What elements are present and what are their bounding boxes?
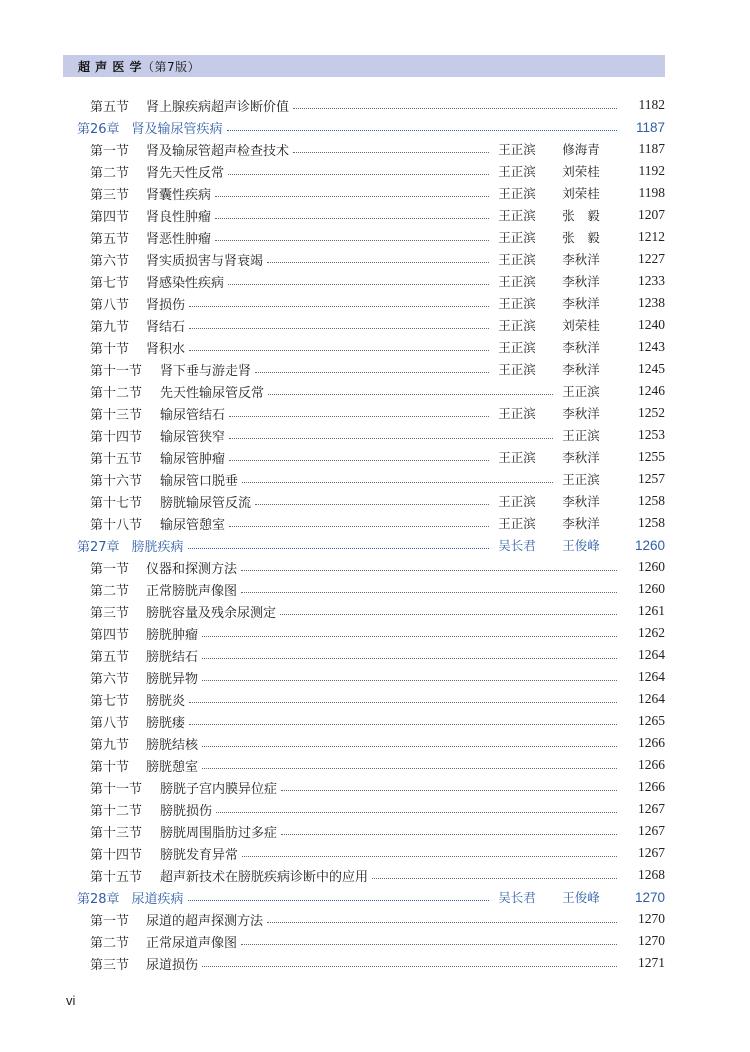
section-number: 第一节: [90, 913, 130, 929]
toc-section-row[interactable]: [90, 820, 665, 842]
page-number: 1227: [638, 251, 665, 266]
section-title: 输尿管结石: [160, 407, 226, 423]
toc-section-row[interactable]: [90, 446, 665, 468]
section-number: 第五节: [90, 649, 130, 665]
section-number: 第十五节: [90, 451, 143, 467]
section-number: 第七节: [90, 693, 130, 709]
section-title: 正常尿道声像图: [146, 935, 238, 951]
page-number: 1261: [638, 603, 665, 618]
section-title: 膀胱瘘: [146, 715, 186, 731]
authors: [493, 184, 605, 202]
page-number: 1260: [638, 581, 665, 596]
dot-leader: [281, 834, 617, 835]
section-number: 第十一节: [90, 363, 143, 379]
toc-section-row[interactable]: [90, 622, 665, 644]
page-number: 1212: [638, 229, 665, 244]
toc-section-row[interactable]: [90, 688, 665, 710]
page-number: 1192: [638, 163, 665, 178]
section-title: 膀胱结核: [146, 737, 199, 753]
toc-chapter-row[interactable]: [77, 534, 665, 556]
toc-section-row[interactable]: [90, 226, 665, 248]
authors: [493, 448, 605, 466]
section-title: 膀胱周围脂肪过多症: [160, 825, 278, 841]
author-name: 吴长君: [498, 538, 536, 553]
toc-section-row[interactable]: [90, 798, 665, 820]
chapter-title: 膀胱疾病: [131, 539, 184, 555]
toc-section-row[interactable]: [90, 358, 665, 380]
section-number: 第十三节: [90, 407, 143, 423]
page-number: 1246: [638, 383, 665, 398]
author-name: 刘荣桂: [562, 186, 600, 201]
section-title: 仪器和探测方法: [146, 561, 238, 577]
page-number: 1266: [638, 735, 665, 750]
dot-leader: [188, 548, 489, 549]
section-title: 膀胱憩室: [146, 759, 199, 775]
author-name: 王正滨: [498, 142, 536, 157]
page-number: 1198: [638, 185, 665, 200]
dot-leader: [255, 504, 489, 505]
dot-leader: [228, 174, 489, 175]
author-name: 修海青: [562, 142, 600, 157]
author-name: 李秋洋: [562, 406, 600, 421]
section-title: 输尿管狭窄: [160, 429, 226, 445]
dot-leader: [202, 746, 617, 747]
section-title: 先天性输尿管反常: [160, 385, 265, 401]
section-title: 膀胱发育异常: [160, 847, 239, 863]
toc-section-row[interactable]: [90, 864, 665, 886]
author-name: 王正滨: [498, 340, 536, 355]
dot-leader: [281, 790, 617, 791]
section-number: 第一节: [90, 561, 130, 577]
section-number: 第十二节: [90, 385, 143, 401]
author-name: 李秋洋: [562, 340, 600, 355]
page-number: 1260: [634, 537, 665, 553]
toc-section-row[interactable]: [90, 248, 665, 270]
authors: [493, 536, 605, 554]
section-title: 肾感染性疾病: [146, 275, 225, 291]
dot-leader: [202, 768, 617, 769]
page-number: 1245: [638, 361, 665, 376]
authors: [493, 492, 605, 510]
dot-leader: [229, 526, 489, 527]
author-name: 王正滨: [498, 362, 536, 377]
dot-leader: [229, 438, 553, 439]
dot-leader: [215, 240, 489, 241]
authors: [493, 316, 605, 334]
page-number: 1260: [638, 559, 665, 574]
page-number: 1270: [634, 889, 665, 905]
toc-section-row[interactable]: [90, 490, 665, 512]
authors: [493, 272, 605, 290]
dot-leader: [188, 900, 489, 901]
author-name: 张 毅: [562, 230, 600, 245]
running-header: [78, 58, 200, 75]
dot-leader: [241, 944, 617, 945]
dot-leader: [242, 856, 617, 857]
author-name: 王正滨: [498, 318, 536, 333]
dot-leader: [216, 812, 617, 813]
dot-leader: [189, 328, 489, 329]
dot-leader: [202, 680, 617, 681]
section-number: 第二节: [90, 935, 130, 951]
toc-section-row[interactable]: [90, 952, 665, 974]
page-number: 1264: [638, 647, 665, 662]
section-title: 膀胱输尿管反流: [160, 495, 252, 511]
section-title: 肾及输尿管超声检查技术: [146, 143, 290, 159]
dot-leader: [241, 592, 617, 593]
chapter-title: 尿道疾病: [131, 891, 184, 907]
author-name: 李秋洋: [562, 274, 600, 289]
toc-section-row[interactable]: [90, 204, 665, 226]
authors: [493, 228, 605, 246]
section-title: 膀胱损伤: [160, 803, 213, 819]
section-number: 第十三节: [90, 825, 143, 841]
section-title: 肾囊性疾病: [146, 187, 212, 203]
section-number: 第三节: [90, 605, 130, 621]
page-number: 1267: [638, 801, 665, 816]
page-number: 1233: [638, 273, 665, 288]
section-number: 第十一节: [90, 781, 143, 797]
authors: [493, 404, 605, 422]
section-number: 第十七节: [90, 495, 143, 511]
book-title: 超 声 医 学: [78, 60, 143, 74]
dot-leader: [215, 196, 489, 197]
dot-leader: [242, 482, 553, 483]
author-name: 王俊峰: [562, 890, 600, 905]
section-number: 第十节: [90, 759, 130, 775]
toc-section-row[interactable]: [90, 732, 665, 754]
toc-section-row[interactable]: [90, 512, 665, 534]
toc-section-row[interactable]: [90, 94, 665, 116]
page-number: 1207: [638, 207, 665, 222]
dot-leader: [228, 284, 489, 285]
author-name: 李秋洋: [562, 296, 600, 311]
authors: [493, 338, 605, 356]
section-number: 第十六节: [90, 473, 143, 489]
dot-leader: [215, 218, 489, 219]
toc-section-row[interactable]: [90, 160, 665, 182]
section-title: 超声新技术在膀胱疾病诊断中的应用: [160, 869, 369, 885]
author-name: 刘荣桂: [562, 318, 600, 333]
page-number: 1264: [638, 669, 665, 684]
authors: [557, 426, 605, 444]
author-name: 王正滨: [498, 274, 536, 289]
page-number: 1243: [638, 339, 665, 354]
section-title: 膀胱结石: [146, 649, 199, 665]
section-number: 第四节: [90, 209, 130, 225]
toc-section-row[interactable]: [90, 578, 665, 600]
toc-section-row[interactable]: [90, 292, 665, 314]
section-title: 输尿管肿瘤: [160, 451, 226, 467]
dot-leader: [267, 262, 489, 263]
edition-label: （第7版）: [142, 60, 201, 74]
section-number: 第十四节: [90, 847, 143, 863]
authors: [493, 360, 605, 378]
author-name: 张 毅: [562, 208, 600, 223]
dot-leader: [227, 130, 617, 131]
section-title: 尿道损伤: [146, 957, 199, 973]
page-number: 1270: [638, 933, 665, 948]
section-number: 第十四节: [90, 429, 143, 445]
section-number: 第五节: [90, 231, 130, 247]
page-number: 1268: [638, 867, 665, 882]
toc-section-row[interactable]: [90, 138, 665, 160]
section-number: 第五节: [90, 99, 130, 115]
section-title: 肾上腺疾病超声诊断价值: [146, 99, 290, 115]
dot-leader: [189, 350, 489, 351]
toc-section-row[interactable]: [90, 556, 665, 578]
toc-section-row[interactable]: [90, 182, 665, 204]
toc-chapter-row[interactable]: [77, 886, 665, 908]
toc-section-row[interactable]: [90, 402, 665, 424]
dot-leader: [293, 152, 489, 153]
page-number: 1238: [638, 295, 665, 310]
section-number: 第一节: [90, 143, 130, 159]
section-title: 肾实质损害与肾衰竭: [146, 253, 264, 269]
section-number: 第六节: [90, 253, 130, 269]
dot-leader: [202, 658, 617, 659]
author-name: 李秋洋: [562, 494, 600, 509]
toc-section-row[interactable]: [90, 380, 665, 402]
section-title: 肾损伤: [146, 297, 186, 313]
section-number: 第二节: [90, 583, 130, 599]
page-number: 1253: [638, 427, 665, 442]
author-name: 李秋洋: [562, 516, 600, 531]
section-title: 肾结石: [146, 319, 186, 335]
section-title: 输尿管口脱垂: [160, 473, 239, 489]
dot-leader: [229, 460, 489, 461]
chapter-title: 肾及输尿管疾病: [131, 121, 223, 137]
section-number: 第十八节: [90, 517, 143, 533]
dot-leader: [255, 372, 489, 373]
dot-leader: [267, 922, 617, 923]
page-number-label: vi: [66, 993, 76, 1008]
chapter-number: 第27章: [77, 539, 120, 555]
page-number: 1182: [638, 97, 665, 112]
page-number: 1258: [638, 493, 665, 508]
page-number: 1187: [638, 141, 665, 156]
page-number: 1258: [638, 515, 665, 530]
section-title: 肾先天性反常: [146, 165, 225, 181]
section-number: 第九节: [90, 319, 130, 335]
toc-section-row[interactable]: [90, 314, 665, 336]
section-title: 膀胱肿瘤: [146, 627, 199, 643]
author-name: 李秋洋: [562, 450, 600, 465]
author-name: 王正滨: [562, 472, 600, 487]
section-number: 第三节: [90, 957, 130, 973]
author-name: 王正滨: [562, 428, 600, 443]
section-number: 第七节: [90, 275, 130, 291]
section-number: 第三节: [90, 187, 130, 203]
section-title: 肾良性肿瘤: [146, 209, 212, 225]
dot-leader: [189, 306, 489, 307]
toc-section-row[interactable]: [90, 754, 665, 776]
section-title: 肾积水: [146, 341, 186, 357]
dot-leader: [372, 878, 617, 879]
page-number: 1264: [638, 691, 665, 706]
section-number: 第十节: [90, 341, 130, 357]
page-number: 1267: [638, 845, 665, 860]
author-name: 王正滨: [498, 406, 536, 421]
dot-leader: [202, 966, 617, 967]
section-title: 膀胱炎: [146, 693, 186, 709]
chapter-number: 第26章: [77, 121, 120, 137]
toc-section-row[interactable]: [90, 424, 665, 446]
page-number: 1266: [638, 779, 665, 794]
toc-section-row[interactable]: [90, 270, 665, 292]
section-number: 第八节: [90, 715, 130, 731]
chapter-number: 第28章: [77, 891, 120, 907]
page-number: 1271: [638, 955, 665, 970]
author-name: 王正滨: [562, 384, 600, 399]
authors: [493, 140, 605, 158]
section-number: 第十五节: [90, 869, 143, 885]
authors: [493, 888, 605, 906]
authors: [557, 382, 605, 400]
author-name: 王正滨: [498, 208, 536, 223]
author-name: 王正滨: [498, 494, 536, 509]
author-name: 王正滨: [498, 252, 536, 267]
section-number: 第八节: [90, 297, 130, 313]
author-name: 王正滨: [498, 186, 536, 201]
section-title: 输尿管憩室: [160, 517, 226, 533]
page-number: 1265: [638, 713, 665, 728]
toc-chapter-row[interactable]: [77, 116, 665, 138]
toc-section-row[interactable]: [90, 710, 665, 732]
section-title: 膀胱子宫内膜异位症: [160, 781, 278, 797]
page-number: 1252: [638, 405, 665, 420]
dot-leader: [293, 108, 617, 109]
author-name: 刘荣桂: [562, 164, 600, 179]
authors: [493, 250, 605, 268]
dot-leader: [189, 724, 617, 725]
toc-section-row[interactable]: [90, 908, 665, 930]
toc-section-row[interactable]: [90, 336, 665, 358]
author-name: 王正滨: [498, 164, 536, 179]
author-name: 李秋洋: [562, 252, 600, 267]
toc-section-row[interactable]: [90, 644, 665, 666]
section-title: 肾下垂与游走肾: [160, 363, 252, 379]
dot-leader: [280, 614, 617, 615]
dot-leader: [202, 636, 617, 637]
page-number: 1255: [638, 449, 665, 464]
dot-leader: [268, 394, 553, 395]
section-title: 膀胱异物: [146, 671, 199, 687]
page-number: 1270: [638, 911, 665, 926]
author-name: 李秋洋: [562, 362, 600, 377]
page-number: 1262: [638, 625, 665, 640]
section-title: 尿道的超声探测方法: [146, 913, 264, 929]
authors: [493, 294, 605, 312]
author-name: 吴长君: [498, 890, 536, 905]
page-number: 1187: [635, 119, 665, 135]
toc-section-row[interactable]: [90, 842, 665, 864]
author-name: 王正滨: [498, 296, 536, 311]
section-title: 肾恶性肿瘤: [146, 231, 212, 247]
toc-section-row[interactable]: [90, 468, 665, 490]
section-title: 膀胱容量及残余尿测定: [146, 605, 277, 621]
dot-leader: [229, 416, 489, 417]
authors: [493, 514, 605, 532]
dot-leader: [189, 702, 617, 703]
page-number: 1257: [638, 471, 665, 486]
author-name: 王正滨: [498, 450, 536, 465]
author-name: 王正滨: [498, 516, 536, 531]
dot-leader: [241, 570, 617, 571]
section-number: 第二节: [90, 165, 130, 181]
authors: [557, 470, 605, 488]
section-number: 第四节: [90, 627, 130, 643]
author-name: 王俊峰: [562, 538, 600, 553]
section-title: 正常膀胱声像图: [146, 583, 238, 599]
section-number: 第十二节: [90, 803, 143, 819]
toc-section-row[interactable]: [90, 666, 665, 688]
page-number: 1266: [638, 757, 665, 772]
authors: [493, 206, 605, 224]
page-number: 1240: [638, 317, 665, 332]
section-number: 第九节: [90, 737, 130, 753]
section-number: 第六节: [90, 671, 130, 687]
toc-section-row[interactable]: [90, 600, 665, 622]
page-number: 1267: [638, 823, 665, 838]
toc-section-row[interactable]: [90, 930, 665, 952]
author-name: 王正滨: [498, 230, 536, 245]
authors: [493, 162, 605, 180]
toc-section-row[interactable]: [90, 776, 665, 798]
